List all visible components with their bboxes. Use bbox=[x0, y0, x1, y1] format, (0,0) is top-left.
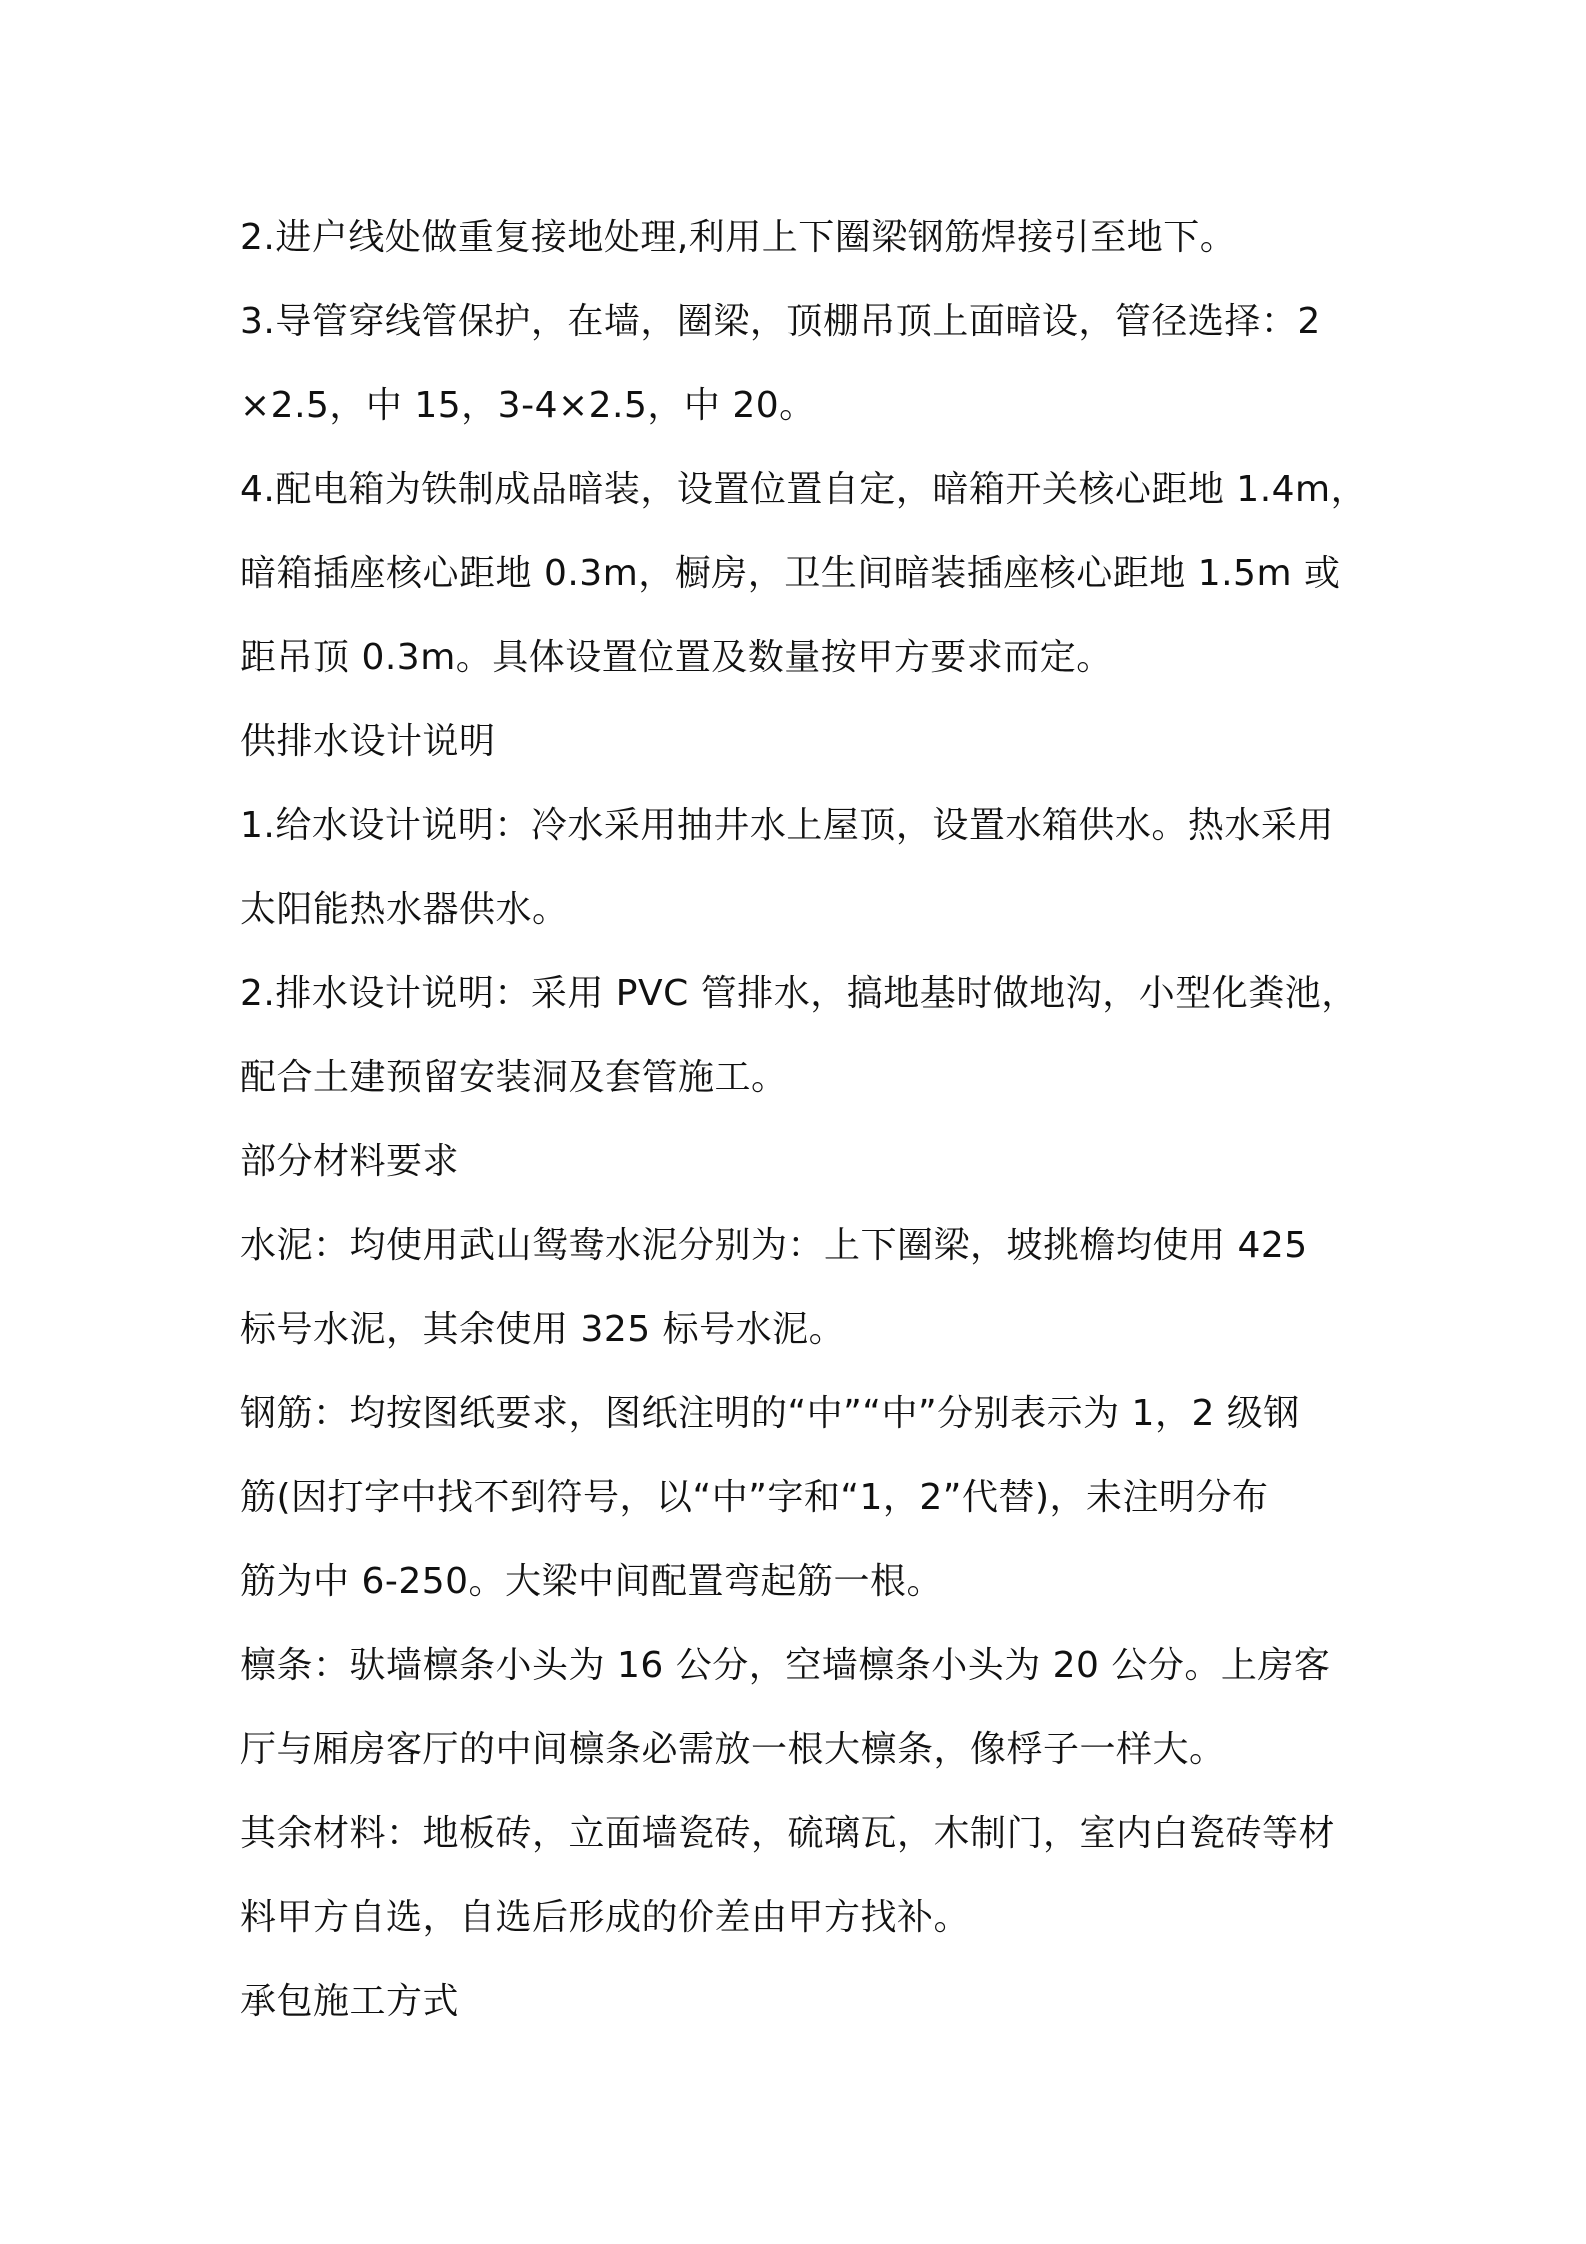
paragraph bbox=[240, 196, 1360, 280]
text-line: 2.进户线处做重复接地处理,利用上下圈梁钢筋焊接引至地下。 bbox=[240, 217, 1237, 258]
paragraph bbox=[240, 1792, 1360, 1960]
text-line: 太阳能热水器供水。 bbox=[240, 889, 569, 930]
text-line: 4.配电箱为铁制成品暗装，设置位置自定，暗箱开关核心距地 1.4m， bbox=[240, 469, 1368, 510]
paragraph bbox=[240, 1372, 1360, 1624]
text-line: 料甲方自选，自选后形成的价差由甲方找补。 bbox=[240, 1897, 971, 1938]
text-line: 距吊顶 0.3m。具体设置位置及数量按甲方要求而定。 bbox=[240, 637, 1113, 678]
text-line: 标号水泥，其余使用 325 标号水泥。 bbox=[240, 1309, 846, 1350]
text-line: 筋为中 6-250。大梁中间配置弯起筋一根。 bbox=[240, 1561, 944, 1602]
text-line: 水泥：均使用武山鸳鸯水泥分别为：上下圈梁，坡挑檐均使用 425 bbox=[240, 1225, 1308, 1266]
text-line: ×2.5，中 15，3-4×2.5，中 20。 bbox=[240, 385, 816, 426]
document-body bbox=[240, 196, 1368, 2044]
paragraph bbox=[240, 280, 1360, 448]
text-line: 筋(因打字中找不到符号，以“中”字和“1，2”代替)，未注明分布 bbox=[240, 1477, 1269, 1518]
text-line: 3.导管穿线管保护，在墙，圈梁，顶棚吊顶上面暗设，管径选择：2 bbox=[240, 301, 1321, 342]
text-line: 钢筋：均按图纸要求，图纸注明的“中”“中”分别表示为 1，2 级钢 bbox=[240, 1393, 1300, 1434]
paragraph bbox=[240, 1624, 1360, 1792]
text-line: 厅与厢房客厅的中间檩条必需放一根大檩条，像桴子一样大。 bbox=[240, 1729, 1226, 1770]
section-heading bbox=[240, 1960, 1360, 2044]
text-line: 供排水设计说明 bbox=[240, 721, 496, 762]
paragraph bbox=[240, 448, 1368, 700]
section-heading bbox=[240, 1120, 1360, 1204]
text-line: 暗箱插座核心距地 0.3m，橱房，卫生间暗装插座核心距地 1.5m 或 bbox=[240, 553, 1341, 594]
text-line: 承包施工方式 bbox=[240, 1981, 460, 2022]
paragraph bbox=[240, 952, 1360, 1120]
text-line: 配合土建预留安装洞及套管施工。 bbox=[240, 1057, 788, 1098]
text-line: 1.给水设计说明：冷水采用抽井水上屋顶，设置水箱供水。热水采用 bbox=[240, 805, 1334, 846]
text-line: 其余材料：地板砖，立面墙瓷砖，硫璃瓦，木制门，室内白瓷砖等材 bbox=[240, 1813, 1336, 1854]
paragraph bbox=[240, 1204, 1360, 1372]
paragraph bbox=[240, 784, 1360, 952]
section-heading bbox=[240, 700, 1360, 784]
text-line: 檩条：驮墙檩条小头为 16 公分，空墙檩条小头为 20 公分。上房客 bbox=[240, 1645, 1331, 1686]
text-line: 2.排水设计说明：采用 PVC 管排水，搞地基时做地沟，小型化粪池， bbox=[240, 973, 1358, 1014]
text-line: 部分材料要求 bbox=[240, 1141, 460, 1182]
